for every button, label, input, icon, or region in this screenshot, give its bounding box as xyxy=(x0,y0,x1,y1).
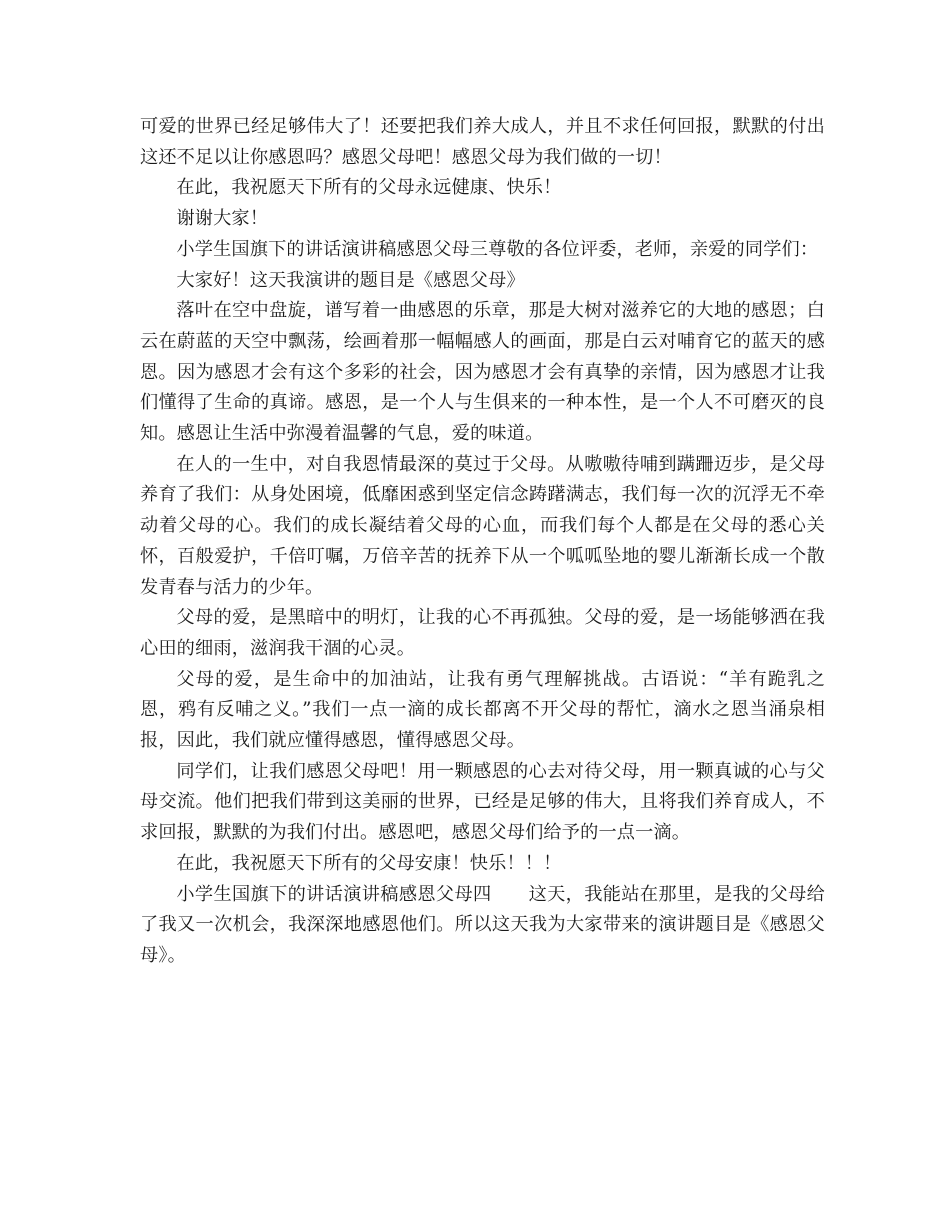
paragraph-parents-love-light: 父母的爱，是黑暗中的明灯，让我的心不再孤独。父母的爱，是一场能够洒在我心田的细雨，滋润我干涸的心灵。 xyxy=(140,607,825,659)
paragraph-speech-three-title: 小学生国旗下的讲话演讲稿感恩父母三尊敬的各位评委，老师，亲爱的同学们： xyxy=(176,238,819,260)
paragraph-blessing: 在此，我祝愿天下所有的父母安康！快乐！！！ xyxy=(176,852,562,874)
document-page xyxy=(140,112,825,972)
paragraph-classmates: 同学们，让我们感恩父母吧！用一颗感恩的心去对待父母，用一颗真诚的心与父母交流。他们把我们带到这美丽的世界，已经是足够的伟大，且将我们养育成人，不求回报，默默的为我们付出。感恩吧，感恩父母们给予的一点一滴。 xyxy=(140,760,825,844)
paragraph-parents-love-station: 父母的爱，是生命中的加油站，让我有勇气理解挑战。古语说：“羊有跪乳之恩，鸦有反哺之义。”我们一点一滴的成长都离不开父母的帮忙，滴水之恩当涌泉相报，因此，我们就应懂得感恩，懂得感恩父母。 xyxy=(140,668,825,752)
paragraph-thanks: 谢谢大家！ xyxy=(176,208,269,230)
paragraph-greeting: 大家好！这天我演讲的题目是《感恩父母》 xyxy=(176,269,525,291)
paragraph-continuation: 可爱的世界已经足够伟大了！还要把我们养大成人，并且不求任何回报，默默的付出这还不足以让你感恩吗？感恩父母吧！感恩父母为我们做的一切！ xyxy=(140,116,825,168)
paragraph-wish: 在此，我祝愿天下所有的父母永远健康、快乐！ xyxy=(176,177,562,199)
paragraph-parents-grace: 在人的一生中，对自我恩情最深的莫过于父母。从嗷嗷待哺到蹒跚迈步，是父母养育了我们：从身处困境，低靡困惑到坚定信念踌躇满志，我们每一次的沉浮无不牵动着父母的心。我们的成长凝结着父母的心血，而我们每个人都是在父母的悉心关怀，百般爱护，千倍叮嘱，万倍辛苦的抚养下从一个呱呱坠地的婴儿渐渐长成一个散发青春与活力的少年。 xyxy=(140,453,825,598)
paragraph-speech-four: 小学生国旗下的讲话演讲稿感恩父母四 这天，我能站在那里，是我的父母给了我又一次机会，我深深地感恩他们。所以这天我为大家带来的演讲题目是《感恩父母》。 xyxy=(140,883,825,966)
paragraph-falling-leaves: 落叶在空中盘旋，谱写着一曲感恩的乐章，那是大树对滋养它的大地的感恩；白云在蔚蓝的天空中飘荡，绘画着那一幅幅感人的画面，那是白云对哺育它的蓝天的感恩。因为感恩才会有这个多彩的社会，因为感恩才会有真挚的亲情，因为感恩才让我们懂得了生命的真谛。感恩，是一个人与生俱来的一种本性，是一个人不可磨灭的良知。感恩让生活中弥漫着温馨的气息，爱的味道。 xyxy=(140,300,825,445)
